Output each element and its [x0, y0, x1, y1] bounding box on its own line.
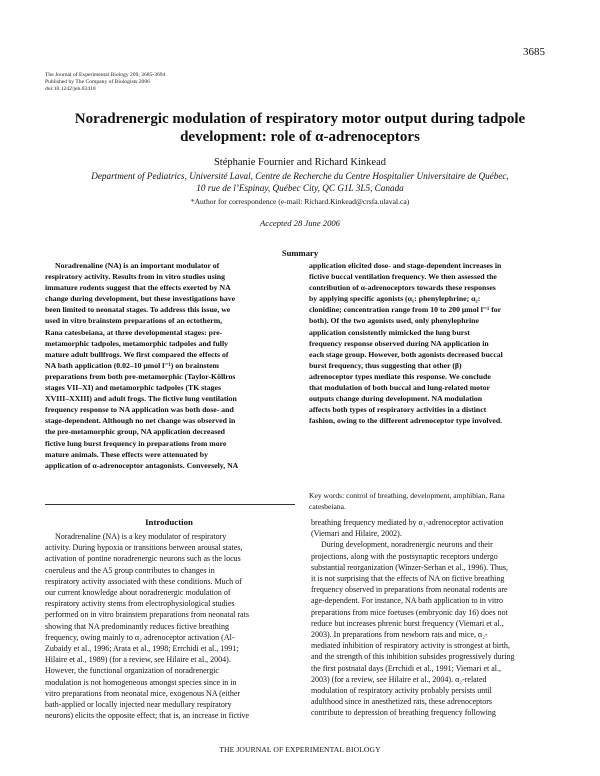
- summary-line: used in vitro brainstem preparations of an ectotherm,: [45, 316, 223, 326]
- body-line: bath-applied or locally injected near medullary respiratory: [45, 700, 232, 710]
- body-line: activation of pontine noradrenergic neurons such as the locus: [45, 554, 241, 564]
- publisher-line: Published by The Company of Biologists 2006: [45, 79, 150, 85]
- body-line: respiratory activity stems from electrophysiological studies: [45, 599, 235, 609]
- body-line: showing that NA predominantly reduces fictive breathing: [45, 621, 229, 631]
- body-line: neurons) elicits the opposite effect; that is, an increase in fictive: [45, 711, 250, 721]
- summary-line: fictive buccal ventilation frequency. We then assessed the: [309, 272, 497, 282]
- summary-left-column: [45, 260, 297, 471]
- intro-left-column: [45, 531, 295, 721]
- summary-line: the pre-metamorphic group, NA application decreased: [45, 427, 225, 437]
- body-line: frequency observed in preparations from neonatal rodents are: [311, 585, 508, 595]
- summary-line: frequency response observed during NA application in: [309, 338, 489, 348]
- body-line: Hilaire et al., 1989) (for a review, see Hilaire et al., 2004).: [45, 655, 231, 665]
- summary-line: frequency response to NA application was both dose- and: [45, 405, 234, 415]
- summary-line: application of α-adrenoceptor antagonists. Conversely, NA: [45, 460, 239, 470]
- body-line: performed on in vitro brainstem preparations from neonatal rats: [45, 610, 249, 620]
- article-title: [40, 110, 560, 146]
- summary-heading: Summary: [281, 248, 319, 258]
- body-line: frequency, owing mainly to α₂ adrenoceptor activation (Al-: [45, 632, 235, 642]
- body-line: breathing frequency mediated by α₁-adrenoceptor activation: [311, 518, 504, 527]
- page-number: 3685: [523, 46, 545, 58]
- summary-line: Noradrenaline (NA) is an important modulator of: [55, 261, 220, 270]
- body-line: respiratory activity associated with these conditions. Much of: [45, 576, 242, 586]
- summary-line: by applying specific agonists (α₁: phenylephrine; α₂:: [309, 294, 481, 304]
- correspondence-note: *Author for correspondence (e-mail: Richard.Kinkead@crsfa.ulaval.ca): [190, 197, 410, 206]
- introduction-heading: Introduction: [145, 517, 193, 527]
- body-line: Zubaidy et al., 1996; Arata et al., 1998; Errchidi et al., 1991;: [45, 644, 239, 654]
- body-line: reduce but increases phrenic burst frequency (Viemari et al.,: [311, 618, 504, 628]
- summary-line: application elicited dose- and stage-dependent increases in: [309, 261, 502, 270]
- body-line: contribute to depression of breathing frequency following: [311, 708, 496, 718]
- summary-line: respiratory activity. Results from in vitro studies using: [45, 272, 225, 282]
- summary-line: change during development, but these investigations have: [45, 294, 236, 304]
- summary-line: immature rodents suggest that the effects exerted by NA: [45, 283, 231, 293]
- summary-line: fictive lung burst frequency in preparations from more: [45, 438, 227, 448]
- body-line: However, the functional organization of noradrenergic: [45, 666, 219, 676]
- intro-right-column: [311, 517, 561, 719]
- accepted-date: Accepted 28 June 2006: [260, 218, 340, 228]
- body-line: Noradrenaline (NA) is a key modulator of respiratory: [55, 532, 227, 541]
- body-line: it is not surprising that the effects of NA on fictive breathing: [311, 574, 505, 584]
- summary-line: fashion, owing to the different adrenoceptor type involved.: [309, 416, 503, 426]
- journal-metadata: [45, 72, 165, 93]
- title-line-2: development: role of α-adrenoceptors: [180, 129, 420, 145]
- summary-line: burst frequency, thus suggesting that other (β): [309, 360, 462, 370]
- summary-line: been limited to neonatal stages. To address this issue, we: [45, 305, 231, 315]
- body-line: vitro preparations from neonatal mice, exogenous NA (either: [45, 688, 241, 698]
- summary-line: that modulation of both buccal and lung-related motor: [309, 383, 490, 393]
- affiliation: [40, 171, 560, 194]
- body-line: our current knowledge about noradrenergic modulation of: [45, 588, 231, 598]
- doi-line: doi:10.1242/jeb.02418: [45, 86, 96, 92]
- body-line: activity. During hypoxia or transitions between arousal states,: [45, 543, 243, 553]
- summary-line: affects both types of respiratory activities in a distinct: [309, 405, 487, 415]
- journal-footer: THE JOURNAL OF EXPERIMENTAL BIOLOGY: [219, 745, 381, 754]
- summary-line: mature animals. These effects were attenuated by: [45, 449, 208, 459]
- affiliation-line-2: 10 rue de l’Espinay, Québec City, QC G1L 3L5, Canada: [196, 182, 404, 193]
- section-divider: [45, 504, 295, 505]
- summary-line: NA bath application (0.02–10 μmol l⁻¹) on brainstem: [45, 360, 220, 370]
- body-line: preparations from mice foetuses (embryonic day 16) does not: [311, 607, 508, 617]
- author-list: Stéphanie Fournier and Richard Kinkead: [213, 157, 387, 168]
- summary-line: Rana catesbeiana, at three developmental stages: pre-: [45, 327, 223, 337]
- keywords-line-2: catesbeiana.: [309, 502, 346, 511]
- keywords: [309, 490, 561, 512]
- summary-line: adrenoceptor types mediate this response. We conclude: [309, 371, 491, 381]
- body-line: mediated inhibition of respiratory activity is strongest at birth,: [311, 641, 510, 651]
- summary-right-column: [309, 260, 561, 426]
- body-line: coeruleus and the A5 group contributes to changes in: [45, 565, 215, 575]
- keywords-line-1: Key words: control of breathing, development, amphibian, Rana: [309, 491, 505, 500]
- body-line: adulthood since in anesthetized rats, these adrenoceptors: [311, 697, 493, 707]
- body-line: age-dependent. For instance, NA bath application to in vitro: [311, 596, 503, 606]
- body-line: (Viemari and Hilaire, 2002).: [311, 529, 402, 539]
- body-line: projections, along with the postsynaptic receptors undergo: [311, 551, 498, 561]
- title-line-1: Noradrenergic modulation of respiratory motor output during tadpole: [74, 111, 526, 127]
- body-line: 2003) (for a review, see Hilaire et al., 2004). α₂-related: [311, 674, 487, 684]
- summary-line: preparations from both pre-metamorphic (Taylor-Köllros: [45, 371, 236, 381]
- summary-line: stages VII–XI) and metamorphic tadpoles (TK stages: [45, 383, 221, 393]
- body-line: modulation of respiratory activity probably persists until: [311, 686, 492, 696]
- summary-line: outputs change during development. NA modulation: [309, 394, 483, 404]
- body-line: modulation is not homogeneous amongst species since in in: [45, 677, 237, 687]
- body-line: 2003). In preparations from newborn rats and mice, α₂-: [311, 630, 488, 640]
- journal-citation: The Journal of Experimental Biology 209, 3685-3694: [45, 72, 166, 78]
- body-line: substantial reorganization (Winzer-Serhan et al., 1996). Thus,: [311, 562, 508, 572]
- summary-line: mature adult bullfrogs. We first compared the effects of: [45, 349, 229, 359]
- summary-line: contribution of α-adrenoceptors towards these responses: [309, 283, 496, 293]
- summary-line: each stage group. However, both agonists decreased buccal: [309, 349, 503, 359]
- summary-line: stage-dependent. Although no net change was observed in: [45, 416, 236, 426]
- body-line: During development, noradrenergic neurons and their: [321, 540, 493, 550]
- summary-line: clonidine; concentration range from 10 to 200 μmol l⁻¹ for: [309, 305, 502, 315]
- summary-line: application consistently mimicked the lung burst: [309, 327, 470, 337]
- summary-line: XVIII–XXIII) and adult frogs. The fictive lung ventilation: [45, 394, 237, 404]
- affiliation-line-1: Department of Pediatrics, Université Laval, Centre de Recherche du Centre Hospitalier Universitaire de Québec,: [91, 171, 509, 181]
- summary-line: both). Of the two agonists used, only phenylephrine: [309, 316, 479, 326]
- summary-line: metamorphic tadpoles, metamorphic tadpoles and fully: [45, 338, 228, 348]
- body-line: the first postnatal days (Errchidi et al., 1991; Viemari et al.,: [311, 663, 501, 673]
- body-line: and the strength of this inhibition subsides progressively during: [311, 652, 515, 662]
